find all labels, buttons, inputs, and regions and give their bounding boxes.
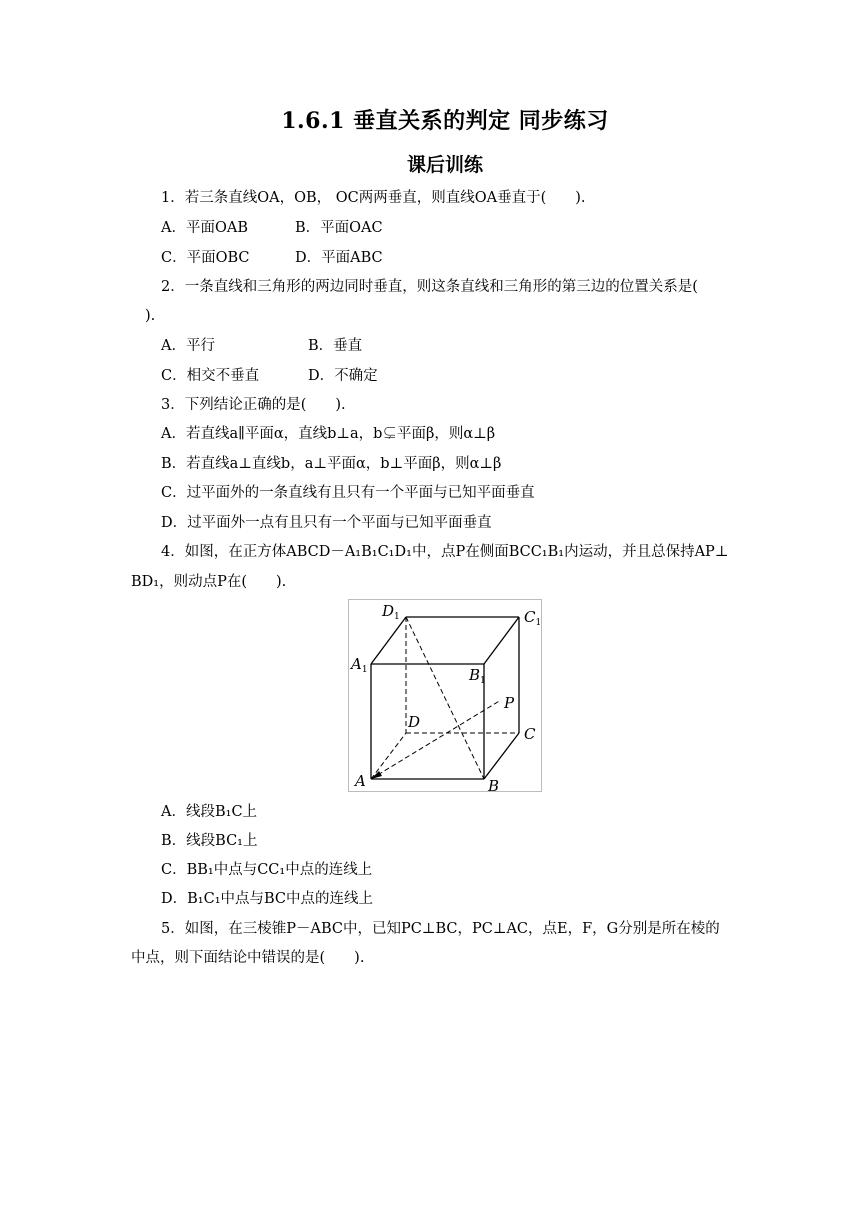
cube-figure [348, 599, 542, 792]
q2-option-c: C．相交不垂直 [161, 368, 260, 384]
q3-option-b: B．若直线a⊥直线b，a⊥平面α，b⊥平面β，则α⊥β [161, 456, 502, 472]
edge-d1a1 [371, 617, 406, 664]
q3-option-d: D．过平面外一点有且只有一个平面与已知平面垂直 [161, 515, 492, 531]
q5-stem-continued: 中点，则下面结论中错误的是( ). [131, 950, 365, 966]
q4-option-b: B．线段BC₁上 [161, 833, 258, 849]
page-title: 1.6.1 垂直关系的判定 同步练习 [281, 108, 609, 134]
q3-stem: 3．下列结论正确的是( ). [161, 397, 346, 413]
q2-option-d: D．不确定 [308, 368, 378, 384]
diagonal-bd1 [406, 617, 484, 779]
q4-option-d: D．B₁C₁中点与BC中点的连线上 [161, 891, 374, 907]
edge-ad-hidden [371, 733, 406, 779]
label-c1: $C_1$ [524, 608, 542, 628]
label-a1: $A_1$ [351, 655, 368, 675]
label-d1: $D_1$ [382, 602, 400, 622]
label-b: B [488, 777, 500, 793]
q1-option-d: D．平面ABC [295, 250, 383, 266]
label-a: A [355, 772, 366, 790]
q4-stem: 4．如图，在正方体ABCD－A₁B₁C₁D₁中，点P在侧面BCC₁B₁内运动，并且总保持AP⊥ [161, 544, 729, 560]
q2-option-a: A．平行 [161, 338, 215, 354]
q2-stem: 2．一条直线和三角形的两边同时垂直，则这条直线和三角形的第三边的位置关系是( [161, 279, 698, 295]
section-subtitle: 课后训练 [406, 154, 483, 176]
q4-stem-continued: BD₁，则动点P在( ). [131, 574, 287, 590]
segment-ap [371, 700, 501, 779]
cube-diagram [349, 600, 543, 793]
q3-option-c: C．过平面外的一条直线有且只有一个平面与已知平面垂直 [161, 485, 535, 501]
q1-stem: 1．若三条直线OA，OB， OC两两垂直，则直线OA垂直于( ). [161, 190, 586, 206]
q4-option-a: A．线段B₁C上 [161, 804, 258, 820]
q1-option-a: A．平面OAB [161, 220, 248, 236]
q5-stem: 5．如图，在三棱锥P－ABC中，已知PC⊥BC，PC⊥AC，点E，F，G分别是所在棱的 [161, 921, 720, 937]
edge-c1b1 [484, 617, 519, 664]
label-d: D [408, 713, 421, 731]
label-b1: $B_1$ [469, 666, 486, 686]
q2-option-b: B．垂直 [308, 338, 363, 354]
q4-option-c: C．BB₁中点与CC₁中点的连线上 [161, 862, 373, 878]
q3-option-a: A．若直线a∥平面α，直线b⊥a，b⊊平面β，则α⊥β [161, 426, 496, 442]
label-c: C [524, 725, 536, 743]
q2-stem-continued: ). [145, 308, 156, 324]
label-p: P [504, 694, 515, 712]
edge-cb [484, 733, 519, 779]
q1-option-b: B．平面OAC [295, 220, 383, 236]
q1-option-c: C．平面OBC [161, 250, 250, 266]
